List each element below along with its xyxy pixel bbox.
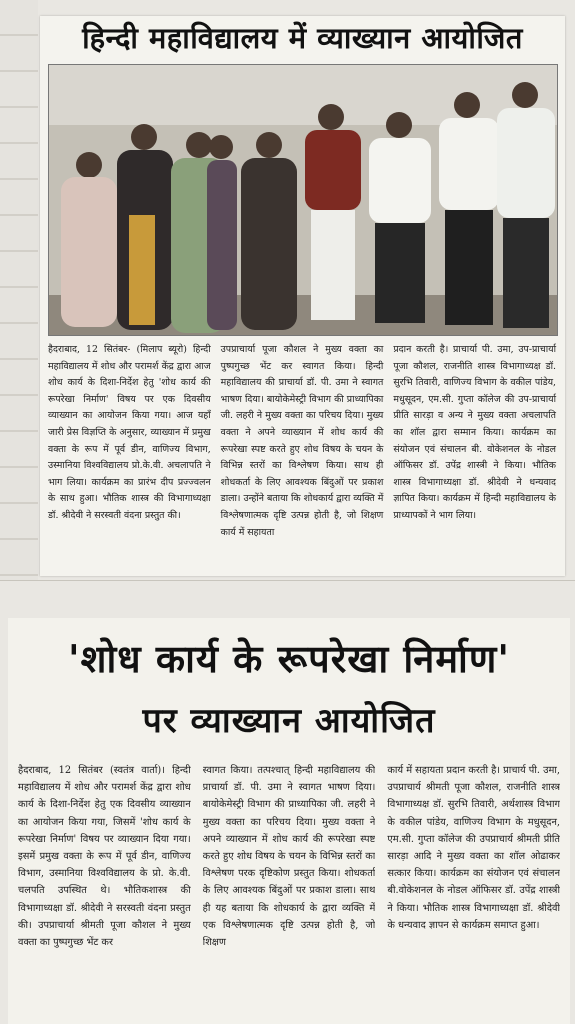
notebook-page-edge: [0, 0, 38, 580]
clipping-1-headline: हिन्दी महाविद्यालय में व्याख्यान आयोजित: [82, 21, 523, 55]
clipping-2-column-1: हैदराबाद, 12 सितंबर (स्वतंत्र वार्ता)। हिन्दी महाविद्यालय में शोध और परामर्श केंद्र द्वारा शोध कार्य के दिशा-निर्देश हेतु एक दिवसीय व्याख्यान का आयोजन किया गया, जिसमें 'शोध कार्य के रूपरेखा निर्माण' विषय पर व्याख्यान दिया गया। इसमें प्रमुख वक्ता के रूप में पूर्व डीन, वाणिज्य विभाग, उस्मानिया विश्वविद्यालय के प्रो. के.वी. चलपति उपस्थित थे। भौतिकशास्त्र की विभागाध्यक्षा डॉ. श्रीदेवी ने सरस्वती वंदना प्रस्तुत की। उपप्राचार्या श्रीमती पूजा कौशल ने मुख्य वक्ता का पुष्पगुच्छ भेंट कर: [18, 765, 191, 949]
page-divider: [0, 580, 575, 581]
clipping-2-body: [18, 762, 560, 1024]
clipping-2-headline-line-1: 'शोध कार्य के रूपरेखा निर्माण': [67, 637, 511, 681]
group-photo-illustration: [49, 65, 557, 335]
clipping-2-headline-line-2: पर व्याख्यान आयोजित: [142, 701, 436, 741]
clipping-1-column-1: हैदराबाद, 12 सितंबर- (मिलाप ब्यूरो) हिन्दी महाविद्यालय में शोध और परामर्श केंद्र द्वारा आज शोध कार्य के दिशा-निर्देश हेतु 'शोध कार्य की रूपरेखा निर्माण' विषय पर एक दिवसीय व्याख्यान का आयोजन किया गया। आज यहाँ जारी प्रेस विज्ञप्ति के अनुसार, व्याख्यान में प्रमुख वक्ता के रूप में पूर्व डीन, वाणिज्य विभाग, उस्मानिया विश्वविद्यालय प्रो.के.वी. अचलापति ने भाग लिया। कार्यक्रम का प्रारंभ दीप प्रज्ज्वलन के साथ हुआ। भौतिक शास्त्र की विभागाध्यक्षा डॉ. श्रीदेवी ने सरस्वती वंदना प्रस्तुत की।: [48, 344, 211, 521]
clipping-2-column-2: स्वागत किया। तत्पश्चात् हिन्दी महाविद्यालय की प्राचार्या डॉ. पी. उमा ने स्वागत भाषण दिया। बायोकेमेस्ट्री विभाग की प्राध्यापिका जी. लहरी ने मुख्य वक्ता का परिचय दिया। मुख्य वक्ता ने अपने व्याख्यान में शोध कार्य की रूपरेखा स्पष्ट करते हुए शोध विषय के चयन के विभिन्न स्तरों का विश्लेषण परक दृष्टिकोण प्रस्तुत किया। शोधकर्ता के लिए आवश्यक बिंदुओं पर प्रकाश डाला। साथ ही यह बताया कि शोधकार्य के द्वारा व्यक्ति में एक विश्लेषणात्मक दृष्टि उत्पन्न होती है, जो शिक्षण: [202, 765, 376, 949]
clipping-1-column-3: प्रदान करती है। प्राचार्या पी. उमा, उप-प्राचार्या पूजा कौशल, राजनीति शास्त्र विभागाध्यक्ष डॉ. सुरभि तिवारी, वाणिज्य विभाग के वकील पांडेय, मधुसूदन, एम.सी. गुप्ता कॉलेज की उप-प्राचार्या प्रीति सारड़ा व अन्य ने मुख्य वक्ता अचलापति का शॉल द्वारा सम्मान किया। कार्यक्रम का संयोजन एवं संचालन बी. वोकेशनल के नोडल ऑफिसर डॉ. उपेंद्र शास्त्री ने किया। भौतिक शास्त्र विभागाध्यक्षा डॉ. श्रीदेवी ने धन्यवाद ज्ञापित किया। कार्यक्रम में हिन्दी महाविद्यालय के प्राध्यापकों ने भाग लिया।: [393, 344, 557, 521]
clipping-2-column-3: कार्य में सहायता प्रदान करती है। प्राचार्य पी. उमा, उपप्राचार्य श्रीमती पूजा कौशल, राजनीति शास्त्र विभागाध्यक्ष डॉ. सुरभि तिवारी, अर्थशास्त्र विभाग के वकील पांडेय, वाणिज्य विभाग के मधुसूदन, एम.सी. गुप्ता कॉलेज की उपप्राचार्य श्रीमती प्रीति सारड़ा आदि ने मुख्य वक्ता का शॉल ओढाकर सत्कार किया। कार्यक्रम का संयोजन एवं संचालन बी.वोकेशनल के नोडल ऑफिसर डॉ. उपेंद्र शास्त्री ने किया। भौतिक शास्त्र विभागाध्यक्षा डॉ. श्रीदेवी के धन्यवाद ज्ञापन से कार्यक्रम समाप्त हुआ।: [387, 765, 561, 931]
newspaper-clipping-1: [40, 16, 565, 576]
event-group-photo: [48, 64, 558, 336]
clipping-1-column-2: उपप्राचार्या पूजा कौशल ने मुख्य वक्ता का पुष्पगुच्छ भेंट कर स्वागत किया। हिन्दी महाविद्यालय की प्राचार्या डॉ. पी. उमा ने स्वागत भाषण दिया। बायोकेमेस्ट्री विभाग की प्राध्यापिका जी. लहरी ने मुख्य वक्ता का परिचय दिया। मुख्य वक्ता ने अपने व्याख्यान में शोध कार्य की रूपरेखा स्पष्ट करते हुए शोध विषय के चयन के विभिन्न स्तरों का विश्लेषण किया। साथ ही शोधकर्ता के लिए आवश्यक बिंदुओं पर प्रकाश डाला। उन्होंने बताया कि शोधकार्य द्वारा व्यक्ति में विश्लेषणात्मक दृष्टि उत्पन्न होती है, जो शिक्षण कार्य में सहायता: [220, 344, 384, 538]
newspaper-clipping-2: [8, 618, 570, 1024]
clipping-1-body: [48, 342, 556, 572]
